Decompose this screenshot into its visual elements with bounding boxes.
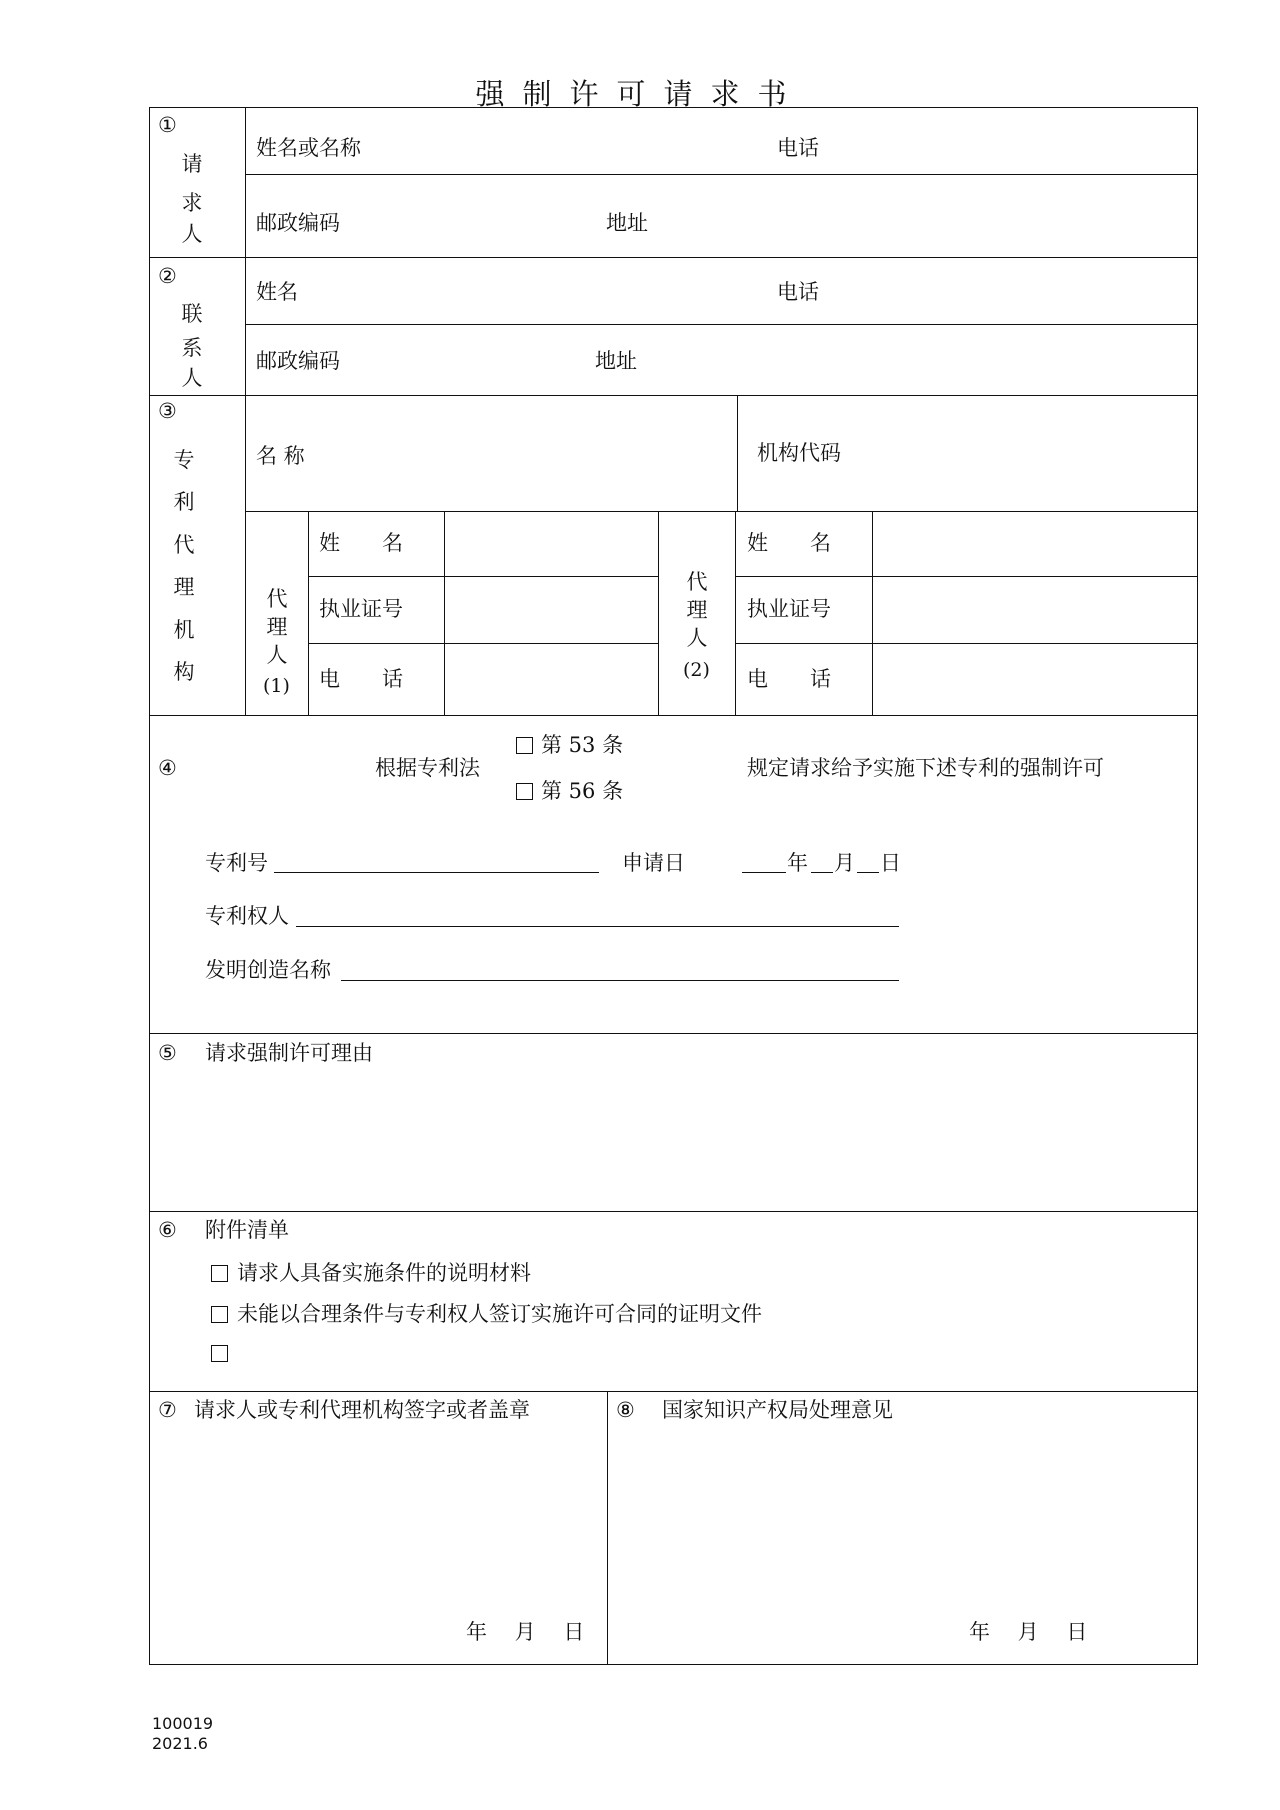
rule <box>149 715 1198 716</box>
agent-1-number: (1) <box>263 675 290 697</box>
agent-1-license-label[interactable]: 执业证号 <box>319 597 403 621</box>
requester-phone-label[interactable]: 电话 <box>777 136 819 160</box>
agency-code-label[interactable]: 机构代码 <box>757 441 841 465</box>
attachment-3-checkbox[interactable] <box>211 1345 228 1362</box>
rule <box>245 324 1198 325</box>
cnipa-opinion-date: 年 月 日 <box>969 1620 1088 1644</box>
section-3-label-char: 机 <box>173 618 195 642</box>
rule <box>245 107 246 715</box>
agency-name-label[interactable]: 名 称 <box>256 444 305 468</box>
rule <box>149 1033 1198 1034</box>
section-6-number: ⑥ <box>158 1218 177 1242</box>
agent-1-label-char: 理 <box>266 615 288 639</box>
invention-name-field[interactable] <box>341 980 899 981</box>
section-3-label-char: 专 <box>173 448 195 472</box>
rule <box>308 511 309 715</box>
contact-name-label[interactable]: 姓名 <box>256 280 298 304</box>
agent-2-name-label[interactable]: 姓 名 <box>747 531 831 555</box>
contact-phone-label[interactable]: 电话 <box>777 280 819 304</box>
attachment-1-checkbox[interactable] <box>211 1265 228 1282</box>
rule <box>245 174 1198 175</box>
day-label: 日 <box>880 851 901 875</box>
rule <box>444 511 445 715</box>
section-4-number: ④ <box>158 756 177 780</box>
section-3-number: ③ <box>158 399 177 423</box>
year-label: 年 <box>787 851 808 875</box>
rule <box>149 1391 1198 1392</box>
patentee-label: 专利权人 <box>205 904 289 928</box>
article-53-label: 第 53 条 <box>541 733 624 757</box>
section-2-label-char: 人 <box>181 366 203 390</box>
section-1-label-char: 人 <box>181 222 203 246</box>
contact-postcode-label[interactable]: 邮政编码 <box>256 349 340 373</box>
section-8-number: ⑧ <box>616 1398 635 1422</box>
agent-2-label-char: 理 <box>686 598 708 622</box>
agent-2-phone-label[interactable]: 电 话 <box>747 667 831 691</box>
signature-area[interactable] <box>160 1430 600 1600</box>
agent-2-license-label[interactable]: 执业证号 <box>747 597 831 621</box>
invention-name-label: 发明创造名称 <box>205 958 331 982</box>
section-1-label-char: 请 <box>181 152 203 176</box>
requester-address-label[interactable]: 地址 <box>606 211 648 235</box>
section-1-number: ① <box>158 113 177 137</box>
rule <box>735 576 1198 577</box>
article-53-checkbox[interactable] <box>516 737 533 754</box>
application-day-field[interactable] <box>857 872 879 873</box>
month-label: 月 <box>834 851 855 875</box>
section-2-number: ② <box>158 264 177 288</box>
patent-number-label: 专利号 <box>205 851 268 875</box>
rule <box>658 511 659 715</box>
signature-label: 请求人或专利代理机构签字或者盖章 <box>194 1398 530 1422</box>
agent-2-label-char: 人 <box>686 626 708 650</box>
requester-name-label[interactable]: 姓名或名称 <box>256 136 361 160</box>
rule <box>737 395 738 511</box>
application-month-field[interactable] <box>811 872 833 873</box>
form-code: 100019 <box>152 1714 214 1733</box>
section-5-number: ⑤ <box>158 1041 177 1065</box>
rule <box>245 511 1198 512</box>
application-date-label: 申请日 <box>622 851 685 875</box>
agent-1-name-label[interactable]: 姓 名 <box>319 531 403 555</box>
article-56-checkbox[interactable] <box>516 783 533 800</box>
attachment-2-label: 未能以合理条件与专利权人签订实施许可合同的证明文件 <box>237 1302 762 1326</box>
patentee-field[interactable] <box>296 926 899 927</box>
request-statement: 规定请求给予实施下述专利的强制许可 <box>747 756 1104 780</box>
section-2-label-char: 联 <box>181 302 203 326</box>
rule <box>735 643 1198 644</box>
article-56-label: 第 56 条 <box>541 779 624 803</box>
rule <box>149 1211 1198 1212</box>
agent-1-label-char: 人 <box>266 643 288 667</box>
form-title: 强制许可请求书 <box>475 77 805 111</box>
rule <box>149 395 1198 396</box>
section-3-label-char: 代 <box>173 533 195 557</box>
reason-label: 请求强制许可理由 <box>205 1041 373 1065</box>
patent-law-basis-label: 根据专利法 <box>375 756 480 780</box>
requester-postcode-label[interactable]: 邮政编码 <box>256 211 340 235</box>
contact-address-label[interactable]: 地址 <box>595 349 637 373</box>
rule <box>308 643 658 644</box>
rule <box>308 576 658 577</box>
section-1-label-char: 求 <box>181 191 203 215</box>
attachment-2-checkbox[interactable] <box>211 1306 228 1323</box>
attachment-1-label: 请求人具备实施条件的说明材料 <box>237 1261 531 1285</box>
rule <box>872 511 873 715</box>
rule <box>607 1391 608 1665</box>
cnipa-opinion-label: 国家知识产权局处理意见 <box>662 1398 893 1422</box>
agent-2-number: (2) <box>683 659 710 681</box>
form-version: 2021.6 <box>152 1734 208 1753</box>
attachments-label: 附件清单 <box>205 1218 289 1242</box>
rule <box>735 511 736 715</box>
section-2-label-char: 系 <box>181 336 203 360</box>
section-7-number: ⑦ <box>158 1398 177 1422</box>
section-3-label-char: 理 <box>173 575 195 599</box>
section-3-label-char: 构 <box>173 660 195 684</box>
signature-date: 年 月 日 <box>466 1620 585 1644</box>
agent-2-label-char: 代 <box>686 570 708 594</box>
section-3-label-char: 利 <box>173 490 195 514</box>
application-year-field[interactable] <box>742 872 786 873</box>
rule <box>149 257 1198 258</box>
agent-1-label-char: 代 <box>266 587 288 611</box>
patent-number-field[interactable] <box>274 872 599 873</box>
agent-1-phone-label[interactable]: 电 话 <box>319 667 403 691</box>
reason-text-area[interactable] <box>200 1072 1190 1202</box>
